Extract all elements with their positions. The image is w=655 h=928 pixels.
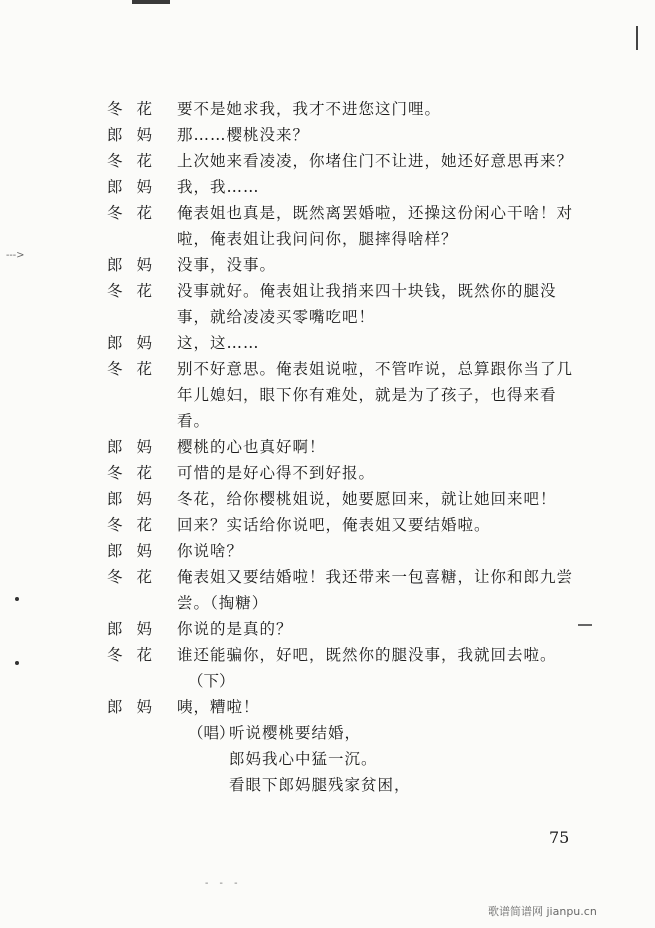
lyric-line	[0, 720, 655, 746]
speaker-name: 郎妈	[107, 620, 167, 638]
dialogue-line	[0, 538, 655, 564]
dialogue-text: 谁还能骗你，好吧，既然你的腿没事，我就回去啦。	[177, 646, 557, 664]
dialogue-text: 年儿媳妇，眼下你有难处，就是为了孩子，也得来看	[177, 386, 557, 404]
speaker-name: 冬花	[107, 516, 167, 534]
script-body	[0, 96, 655, 798]
speaker-name: 郎妈	[107, 542, 167, 560]
dialogue-line	[0, 174, 655, 200]
dialogue-text: 那……樱桃没来？	[177, 126, 310, 144]
lyric-text: 听说樱桃要结婚，	[229, 724, 362, 742]
scan-right-mark	[636, 26, 638, 50]
page-number: 75	[549, 828, 570, 847]
sing-label: （唱）	[188, 724, 235, 742]
dialogue-line	[0, 694, 655, 720]
dialogue-text: 没事就好。俺表姐让我捎来四十块钱，既然你的腿没	[177, 282, 557, 300]
dialogue-line	[0, 122, 655, 148]
dialogue-line	[0, 278, 655, 304]
dialogue-text: 我，我……	[177, 178, 260, 196]
speaker-name: 郎妈	[107, 698, 167, 716]
lyric-text: 看眼下郎妈腿残家贫困，	[229, 776, 411, 794]
speaker-name: 冬花	[107, 100, 167, 118]
footer-dots: - - -	[205, 878, 242, 889]
dialogue-line	[0, 512, 655, 538]
dialogue-line	[0, 96, 655, 122]
dialogue-line	[0, 356, 655, 382]
dialogue-continuation	[0, 304, 655, 330]
speaker-name: 冬花	[107, 282, 167, 300]
dialogue-continuation	[0, 382, 655, 408]
left-margin-mark: --->	[6, 250, 25, 261]
dialogue-text: 看。	[177, 412, 211, 430]
watermark: 歌谱简谱网 jianpu.cn	[488, 905, 597, 918]
dialogue-text: 要不是她求我，我才不进您这门哩。	[177, 100, 442, 118]
dialogue-text: 可惜的是好心得不到好报。	[177, 464, 376, 482]
speaker-name: 郎妈	[107, 490, 167, 508]
dialogue-line	[0, 200, 655, 226]
speaker-name: 冬花	[107, 360, 167, 378]
dialogue-text: 俺表姐也真是，既然离罢婚啦，还操这份闲心干啥！对	[177, 204, 574, 222]
dialogue-text: 这，这……	[177, 334, 260, 352]
dialogue-text: 俺表姐又要结婚啦！我还带来一包喜糖，让你和郎九尝	[177, 568, 574, 586]
dialogue-text: 啦，俺表姐让我问问你，腿摔得啥样？	[177, 230, 458, 248]
lyric-line	[0, 746, 655, 772]
dialogue-continuation	[0, 226, 655, 252]
dialogue-text: 没事，没事。	[177, 256, 277, 274]
dialogue-continuation	[0, 590, 655, 616]
speaker-name: 郎妈	[107, 334, 167, 352]
speaker-name: 冬花	[107, 152, 167, 170]
speaker-name: 郎妈	[107, 126, 167, 144]
dialogue-line	[0, 642, 655, 668]
dialogue-text: 别不好意思。俺表姐说啦，不管咋说，总算跟你当了几	[177, 360, 574, 378]
scan-top-rule	[132, 0, 170, 4]
dialogue-line	[0, 564, 655, 590]
dialogue-line	[0, 616, 655, 642]
lyric-text: 郎妈我心中猛一沉。	[229, 750, 378, 768]
dialogue-continuation	[0, 408, 655, 434]
dialogue-line	[0, 148, 655, 174]
dialogue-text: 你说啥？	[177, 542, 244, 560]
dialogue-text: 上次她来看凌凌，你堵住门不让进，她还好意思再来？	[177, 152, 574, 170]
dialogue-text: 冬花，给你樱桃姐说，她要愿回来，就让她回来吧！	[177, 490, 557, 508]
speaker-name: 冬花	[107, 204, 167, 222]
dialogue-text: 樱桃的心也真好啊！	[177, 438, 326, 456]
dialogue-text: 咦，糟啦！	[177, 698, 260, 716]
dialogue-line	[0, 460, 655, 486]
dialogue-line	[0, 330, 655, 356]
dialogue-line	[0, 252, 655, 278]
dialogue-text: 你说的是真的？	[177, 620, 293, 638]
dialogue-line	[0, 434, 655, 460]
speaker-name: 冬花	[107, 464, 167, 482]
dialogue-line	[0, 486, 655, 512]
lyric-line	[0, 772, 655, 798]
dialogue-text: 尝。（掏糖）	[177, 594, 269, 612]
speaker-name: 郎妈	[107, 256, 167, 274]
speaker-name: 郎妈	[107, 438, 167, 456]
stage-direction-line	[0, 668, 655, 694]
speaker-name: 郎妈	[107, 178, 167, 196]
speaker-name: 冬花	[107, 646, 167, 664]
dialogue-text: 事，就给凌凌买零嘴吃吧！	[177, 308, 376, 326]
speaker-name: 冬花	[107, 568, 167, 586]
dialogue-text: 回来？实话给你说吧，俺表姐又要结婚啦。	[177, 516, 491, 534]
stage-direction: （下）	[188, 672, 235, 690]
